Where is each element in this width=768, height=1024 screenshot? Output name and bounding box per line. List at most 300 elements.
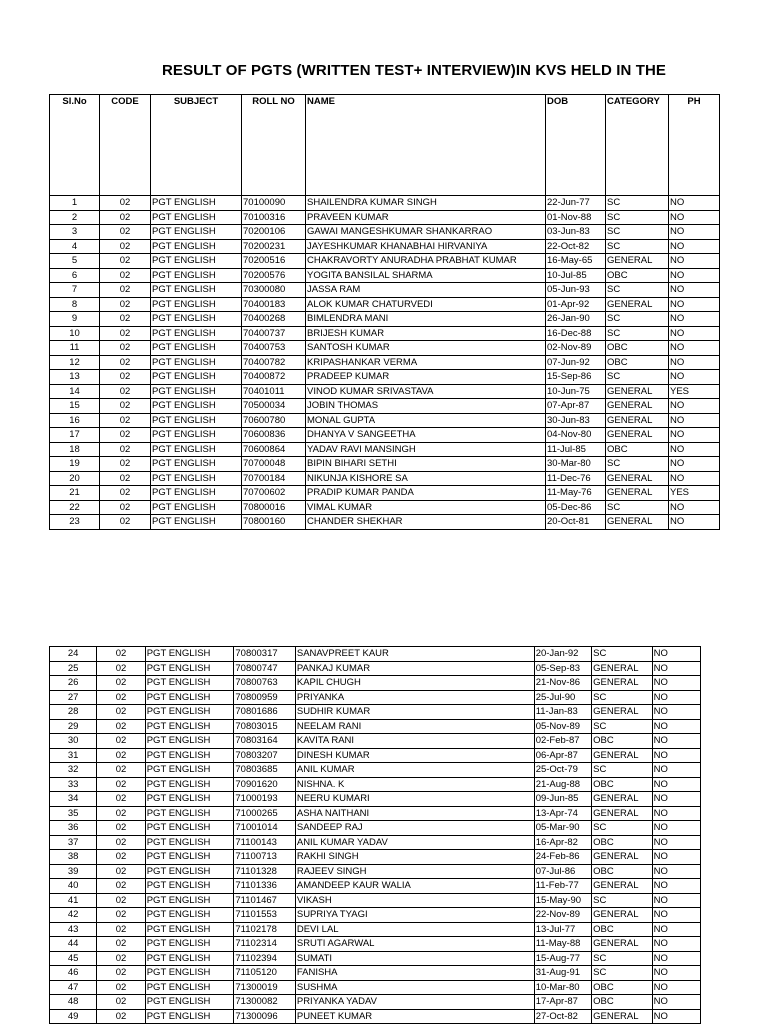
table-row [50,850,701,865]
cell-code: 02 [100,442,151,457]
table-row [50,705,701,720]
cell-slno: 27 [50,690,97,705]
cell-ph: NO [652,893,700,908]
table-row [50,312,720,327]
cell-roll-no: 71300096 [234,1009,295,1024]
cell-ph: NO [652,864,700,879]
cell-category: OBC [592,835,652,850]
cell-code: 02 [100,326,151,341]
cell-roll-no: 70803015 [234,719,295,734]
table-row [50,326,720,341]
cell-roll-no: 70200231 [242,239,306,254]
cell-dob: 26-Jan-90 [546,312,606,327]
cell-code: 02 [97,1009,145,1024]
cell-slno: 7 [50,283,100,298]
cell-ph: NO [669,239,720,254]
cell-dob: 21-Aug-88 [534,777,591,792]
cell-name: SANDEEP RAJ [295,821,534,836]
cell-category: GENERAL [606,428,669,443]
table-row [50,355,720,370]
cell-ph: NO [652,995,700,1010]
cell-category: GENERAL [592,792,652,807]
cell-slno: 29 [50,719,97,734]
cell-slno: 25 [50,661,97,676]
cell-ph: YES [669,486,720,501]
cell-name: SHAILENDRA KUMAR SINGH [306,196,546,211]
table-row [50,196,720,211]
cell-dob: 31-Aug-91 [534,966,591,981]
cell-ph: NO [669,515,720,530]
cell-name: KRIPASHANKAR VERMA [306,355,546,370]
cell-slno: 8 [50,297,100,312]
results-table-2 [49,646,701,1024]
cell-category: GENERAL [606,515,669,530]
cell-subject: PGT ENGLISH [151,471,242,486]
cell-roll-no: 71300019 [234,980,295,995]
table-row [50,1009,701,1024]
cell-ph: NO [652,1009,700,1024]
cell-name: AMANDEEP KAUR WALIA [295,879,534,894]
cell-dob: 04-Nov-80 [546,428,606,443]
cell-ph: NO [669,326,720,341]
cell-roll-no: 70801686 [234,705,295,720]
cell-slno: 32 [50,763,97,778]
cell-roll-no: 70800317 [234,647,295,662]
table-row [50,283,720,298]
cell-code: 02 [100,341,151,356]
table-row [50,879,701,894]
cell-category: SC [592,647,652,662]
cell-roll-no: 71101336 [234,879,295,894]
table-row [50,763,701,778]
cell-dob: 16-Dec-88 [546,326,606,341]
header-row [50,95,720,196]
cell-name: JOBIN THOMAS [306,399,546,414]
cell-roll-no: 71101328 [234,864,295,879]
cell-subject: PGT ENGLISH [151,413,242,428]
cell-category: GENERAL [606,384,669,399]
cell-subject: PGT ENGLISH [145,937,234,952]
cell-slno: 33 [50,777,97,792]
cell-category: SC [606,239,669,254]
cell-subject: PGT ENGLISH [145,821,234,836]
cell-name: NEELAM RANI [295,719,534,734]
table-row [50,341,720,356]
cell-category: OBC [606,268,669,283]
cell-name: RAKHI SINGH [295,850,534,865]
cell-subject: PGT ENGLISH [145,763,234,778]
table-row [50,210,720,225]
cell-ph: NO [652,821,700,836]
cell-name: ANIL KUMAR [295,763,534,778]
cell-code: 02 [100,457,151,472]
cell-category: GENERAL [592,806,652,821]
cell-subject: PGT ENGLISH [145,893,234,908]
cell-dob: 06-Apr-87 [534,748,591,763]
cell-dob: 11-Jan-83 [534,705,591,720]
cell-dob: 24-Feb-86 [534,850,591,865]
header-name: NAME [306,95,546,196]
cell-slno: 31 [50,748,97,763]
cell-name: NIKUNJA KISHORE SA [306,471,546,486]
cell-category: SC [592,821,652,836]
cell-subject: PGT ENGLISH [151,326,242,341]
cell-code: 02 [97,937,145,952]
cell-name: SRUTI AGARWAL [295,937,534,952]
cell-category: OBC [592,777,652,792]
cell-roll-no: 70800763 [234,676,295,691]
cell-slno: 15 [50,399,100,414]
table-row [50,442,720,457]
cell-slno: 45 [50,951,97,966]
header-subject: SUBJECT [151,95,242,196]
cell-slno: 48 [50,995,97,1010]
cell-roll-no: 71100143 [234,835,295,850]
cell-ph: NO [652,835,700,850]
cell-name: NISHNA. K [295,777,534,792]
cell-slno: 17 [50,428,100,443]
cell-code: 02 [100,196,151,211]
cell-category: SC [592,690,652,705]
cell-name: BRIJESH KUMAR [306,326,546,341]
cell-roll-no: 71000265 [234,806,295,821]
cell-dob: 02-Nov-89 [546,341,606,356]
cell-dob: 15-Aug-77 [534,951,591,966]
cell-ph: NO [652,951,700,966]
cell-dob: 01-Nov-88 [546,210,606,225]
cell-ph: NO [652,763,700,778]
cell-name: DINESH KUMAR [295,748,534,763]
cell-name: SUPRIYA TYAGI [295,908,534,923]
cell-code: 02 [97,850,145,865]
cell-ph: NO [669,210,720,225]
cell-roll-no: 71001014 [234,821,295,836]
cell-dob: 09-Jun-85 [534,792,591,807]
cell-ph: NO [669,268,720,283]
cell-dob: 15-Sep-86 [546,370,606,385]
cell-code: 02 [97,777,145,792]
cell-category: GENERAL [592,676,652,691]
cell-category: GENERAL [592,850,652,865]
cell-roll-no: 70100090 [242,196,306,211]
cell-category: GENERAL [606,297,669,312]
cell-roll-no: 70200576 [242,268,306,283]
cell-code: 02 [97,690,145,705]
cell-subject: PGT ENGLISH [151,355,242,370]
cell-code: 02 [100,471,151,486]
cell-subject: PGT ENGLISH [145,1009,234,1024]
cell-code: 02 [100,283,151,298]
cell-slno: 38 [50,850,97,865]
cell-slno: 30 [50,734,97,749]
cell-category: SC [606,283,669,298]
cell-name: SANTOSH KUMAR [306,341,546,356]
cell-slno: 20 [50,471,100,486]
cell-subject: PGT ENGLISH [151,312,242,327]
cell-category: GENERAL [592,748,652,763]
cell-category: OBC [592,922,652,937]
results-body-2 [50,647,701,1024]
cell-dob: 03-Jun-83 [546,225,606,240]
cell-slno: 39 [50,864,97,879]
cell-code: 02 [97,980,145,995]
table-row [50,268,720,283]
cell-ph: NO [669,413,720,428]
cell-slno: 13 [50,370,100,385]
cell-roll-no: 70500034 [242,399,306,414]
cell-code: 02 [97,719,145,734]
cell-category: SC [606,500,669,515]
cell-slno: 22 [50,500,100,515]
cell-code: 02 [100,500,151,515]
cell-slno: 43 [50,922,97,937]
cell-roll-no: 71101553 [234,908,295,923]
cell-subject: PGT ENGLISH [151,239,242,254]
cell-subject: PGT ENGLISH [145,705,234,720]
cell-code: 02 [100,486,151,501]
table-row [50,239,720,254]
cell-dob: 20-Jan-92 [534,647,591,662]
cell-slno: 36 [50,821,97,836]
cell-dob: 25-Oct-79 [534,763,591,778]
cell-category: GENERAL [592,1009,652,1024]
cell-category: OBC [606,355,669,370]
cell-code: 02 [100,384,151,399]
cell-roll-no: 70400872 [242,370,306,385]
cell-name: MONAL GUPTA [306,413,546,428]
cell-category: SC [606,196,669,211]
cell-category: GENERAL [592,937,652,952]
cell-category: SC [606,370,669,385]
table-row [50,951,701,966]
cell-name: YADAV RAVI MANSINGH [306,442,546,457]
table-row [50,835,701,850]
cell-subject: PGT ENGLISH [151,254,242,269]
cell-ph: NO [652,734,700,749]
cell-slno: 18 [50,442,100,457]
cell-ph: NO [669,312,720,327]
cell-category: GENERAL [606,254,669,269]
cell-dob: 07-Apr-87 [546,399,606,414]
cell-ph: YES [669,384,720,399]
table-row [50,821,701,836]
cell-subject: PGT ENGLISH [145,690,234,705]
cell-slno: 14 [50,384,100,399]
cell-roll-no: 70700048 [242,457,306,472]
cell-subject: PGT ENGLISH [145,792,234,807]
cell-slno: 26 [50,676,97,691]
page-title: RESULT OF PGTS (WRITTEN TEST+ INTERVIEW)IN KVS HELD IN THE [161,62,666,79]
cell-name: VIMAL KUMAR [306,500,546,515]
cell-slno: 37 [50,835,97,850]
cell-roll-no: 71101467 [234,893,295,908]
cell-ph: NO [652,850,700,865]
cell-category: SC [592,966,652,981]
cell-name: SANAVPREET KAUR [295,647,534,662]
cell-name: KAPIL CHUGH [295,676,534,691]
cell-dob: 01-Apr-92 [546,297,606,312]
cell-name: VIKASH [295,893,534,908]
cell-code: 02 [97,922,145,937]
table-row [50,254,720,269]
table-row [50,922,701,937]
cell-slno: 40 [50,879,97,894]
table-row [50,995,701,1010]
cell-name: ANIL KUMAR YADAV [295,835,534,850]
cell-code: 02 [100,210,151,225]
cell-category: SC [606,225,669,240]
cell-code: 02 [97,661,145,676]
cell-category: OBC [606,442,669,457]
cell-slno: 11 [50,341,100,356]
cell-name: BIPIN BIHARI SETHI [306,457,546,472]
cell-code: 02 [100,413,151,428]
cell-ph: NO [652,676,700,691]
cell-dob: 22-Oct-82 [546,239,606,254]
header-roll-no: ROLL NO [242,95,306,196]
cell-code: 02 [97,879,145,894]
cell-subject: PGT ENGLISH [145,850,234,865]
cell-category: SC [592,893,652,908]
cell-subject: PGT ENGLISH [151,196,242,211]
cell-name: ASHA NAITHANI [295,806,534,821]
cell-name: JASSA RAM [306,283,546,298]
table-row [50,734,701,749]
cell-slno: 1 [50,196,100,211]
cell-category: GENERAL [592,908,652,923]
cell-category: OBC [592,995,652,1010]
cell-roll-no: 71102314 [234,937,295,952]
cell-roll-no: 70800160 [242,515,306,530]
cell-ph: NO [669,297,720,312]
cell-code: 02 [97,676,145,691]
cell-roll-no: 70901620 [234,777,295,792]
cell-slno: 35 [50,806,97,821]
cell-subject: PGT ENGLISH [151,297,242,312]
cell-roll-no: 70600864 [242,442,306,457]
table-row [50,399,720,414]
cell-slno: 3 [50,225,100,240]
cell-code: 02 [97,908,145,923]
cell-code: 02 [97,763,145,778]
cell-category: OBC [592,734,652,749]
table-row [50,937,701,952]
cell-code: 02 [100,312,151,327]
cell-subject: PGT ENGLISH [151,486,242,501]
cell-ph: NO [652,966,700,981]
cell-ph: NO [652,705,700,720]
cell-subject: PGT ENGLISH [145,676,234,691]
cell-subject: PGT ENGLISH [151,210,242,225]
cell-code: 02 [97,647,145,662]
cell-code: 02 [100,370,151,385]
cell-subject: PGT ENGLISH [145,995,234,1010]
cell-category: SC [606,457,669,472]
cell-ph: NO [669,254,720,269]
cell-roll-no: 70400737 [242,326,306,341]
cell-ph: NO [652,922,700,937]
cell-name: PRIYANKA [295,690,534,705]
cell-code: 02 [100,225,151,240]
cell-dob: 20-Oct-81 [546,515,606,530]
cell-subject: PGT ENGLISH [145,879,234,894]
cell-ph: NO [669,428,720,443]
cell-dob: 05-Mar-90 [534,821,591,836]
cell-roll-no: 70803685 [234,763,295,778]
table-row [50,297,720,312]
cell-ph: NO [669,341,720,356]
cell-ph: NO [652,690,700,705]
cell-slno: 41 [50,893,97,908]
cell-code: 02 [97,705,145,720]
cell-dob: 11-Feb-77 [534,879,591,894]
cell-dob: 11-May-76 [546,486,606,501]
cell-ph: NO [652,879,700,894]
cell-subject: PGT ENGLISH [145,806,234,821]
cell-slno: 21 [50,486,100,501]
cell-dob: 30-Jun-83 [546,413,606,428]
results-body-1 [50,196,720,530]
cell-slno: 16 [50,413,100,428]
cell-code: 02 [100,268,151,283]
table-row [50,486,720,501]
cell-code: 02 [100,399,151,414]
cell-dob: 11-Dec-76 [546,471,606,486]
cell-ph: NO [669,225,720,240]
table-row [50,661,701,676]
cell-subject: PGT ENGLISH [151,457,242,472]
cell-roll-no: 70803164 [234,734,295,749]
cell-category: SC [606,210,669,225]
cell-ph: NO [652,806,700,821]
cell-roll-no: 70800747 [234,661,295,676]
cell-ph: NO [652,937,700,952]
cell-roll-no: 70200106 [242,225,306,240]
table-row [50,893,701,908]
cell-name: SUMATI [295,951,534,966]
cell-category: OBC [592,980,652,995]
cell-ph: NO [669,457,720,472]
cell-subject: PGT ENGLISH [151,268,242,283]
cell-ph: NO [652,792,700,807]
table-row [50,966,701,981]
table-row [50,428,720,443]
cell-slno: 49 [50,1009,97,1024]
cell-name: NEERU KUMARI [295,792,534,807]
table-row [50,676,701,691]
table-row [50,690,701,705]
cell-dob: 21-Nov-86 [534,676,591,691]
cell-code: 02 [97,864,145,879]
cell-dob: 16-May-65 [546,254,606,269]
cell-roll-no: 70400782 [242,355,306,370]
cell-roll-no: 71105120 [234,966,295,981]
cell-name: ALOK KUMAR CHATURVEDI [306,297,546,312]
cell-category: SC [592,763,652,778]
cell-name: KAVITA RANI [295,734,534,749]
cell-slno: 47 [50,980,97,995]
cell-dob: 15-May-90 [534,893,591,908]
cell-name: JAYESHKUMAR KHANABHAI HIRVANIYA [306,239,546,254]
cell-ph: NO [669,399,720,414]
cell-slno: 10 [50,326,100,341]
cell-category: GENERAL [592,879,652,894]
cell-slno: 4 [50,239,100,254]
table-row [50,370,720,385]
cell-subject: PGT ENGLISH [151,225,242,240]
cell-roll-no: 70100316 [242,210,306,225]
cell-dob: 25-Jul-90 [534,690,591,705]
